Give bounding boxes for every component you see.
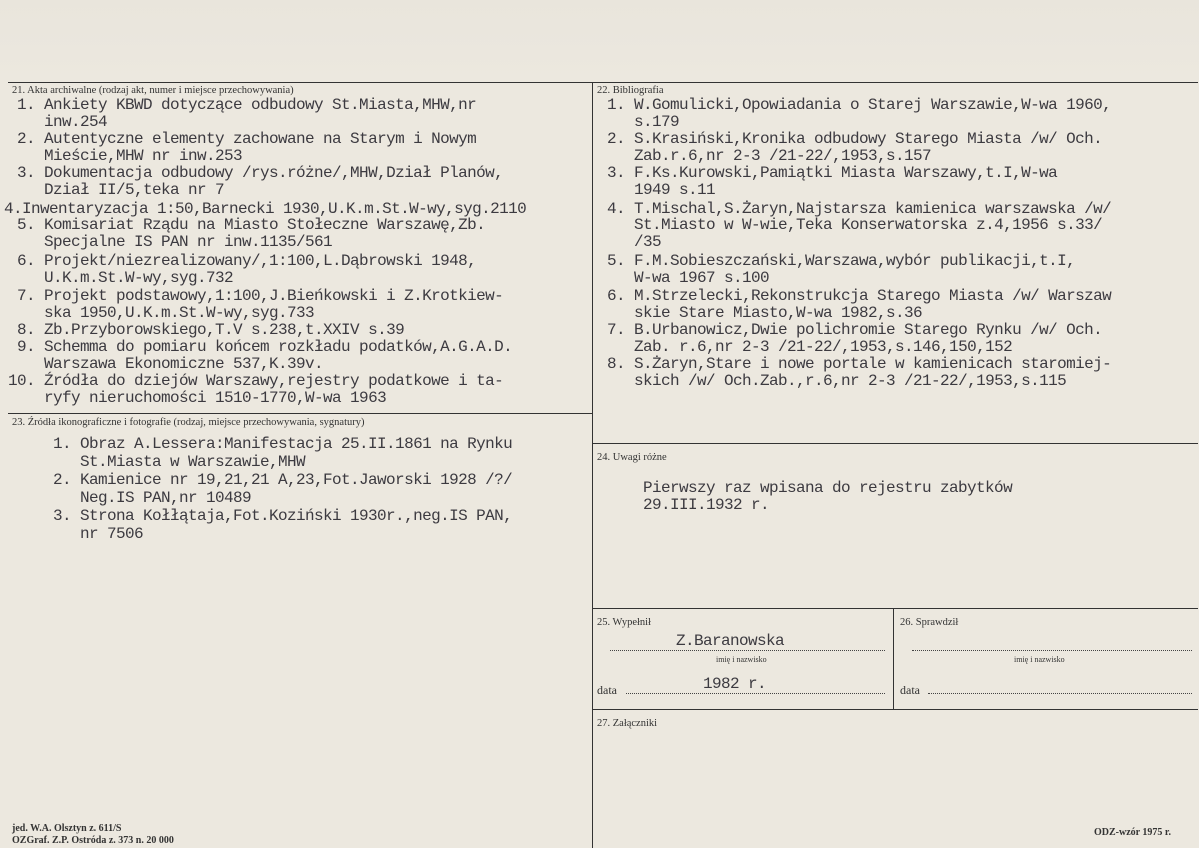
akta-line: 8. Zb.Przyborowskiego,T.V s.238,t.XXIV s.39 — [8, 321, 405, 339]
divider-25-26 — [893, 608, 894, 709]
bibliografia-line: 8. S.Żaryn,Stare i nowe portale w kamienicach staromiej- — [598, 355, 1112, 373]
bibliografia-line: Zab. r.6,nr 2-3 /21-22/,1953,s.146,150,152 — [598, 338, 1013, 356]
sprawdzil-name-line — [912, 650, 1192, 651]
zrodla-line: nr 7506 — [44, 525, 144, 543]
bibliografia-line: St.Miasto w W-wie,Teka Konserwatorska z.4,1956 s.33/ — [598, 216, 1103, 234]
bibliografia-label: 22. Bibliografia — [597, 85, 664, 96]
akta-line: 1. Ankiety KBWD dotyczące odbudowy St.Miasta,MHW,nr — [8, 96, 477, 114]
akta-line: Dział II/5,teka nr 7 — [8, 181, 225, 199]
zrodla-line: 2. Kamienice nr 19,21,21 A,23,Fot.Jaworski 1928 /?/ — [44, 471, 513, 489]
akta-line: 4.Inwentaryzacja 1:50,Barnecki 1930,U.K.m.St.W-wy,syg.2110 — [4, 200, 527, 218]
divider-27 — [592, 709, 1198, 710]
bibliografia-line: 1. W.Gomulicki,Opowiadania o Starej Warszawie,W-wa 1960, — [598, 96, 1112, 114]
printer-note-2: OZGraf. Z.P. Ostróda z. 373 n. 20 000 — [12, 835, 174, 846]
zrodla-label: 23. Źródła ikonograficzne i fotografie (rodzaj, miejsce przechowywania, sygnatury) — [12, 417, 365, 428]
uwagi-line: Pierwszy raz wpisana do rejestru zabytków — [643, 479, 1013, 497]
printer-note-1: jed. W.A. Olsztyn z. 611/S — [12, 823, 122, 834]
akta-line: 2. Autentyczne elementy zachowane na Starym i Nowym — [8, 130, 477, 148]
divider-24 — [592, 443, 1198, 444]
wypelnil-name: Z.Baranowska — [676, 632, 785, 650]
wypelnil-date: 1982 r. — [703, 675, 767, 693]
top-border — [8, 82, 1198, 83]
akta-line: 6. Projekt/niezrealizowany/,1:100,L.Dąbrowski 1948, — [8, 252, 477, 270]
bibliografia-line: skich /w/ Och.Zab.,r.6,nr 2-3 /21-22/,1953,s.115 — [598, 372, 1067, 390]
akta-line: inw.254 — [8, 113, 108, 131]
akta-line: U.K.m.St.W-wy,syg.732 — [8, 269, 234, 287]
paper-edge — [0, 0, 1199, 80]
akta-line: Mieście,MHW nr inw.253 — [8, 147, 243, 165]
form-template-id: ODZ-wzór 1975 r. — [1094, 827, 1171, 838]
zalaczniki-label: 27. Załączniki — [597, 718, 658, 729]
wypelnil-date-label: data — [597, 683, 617, 697]
sprawdzil-date-label: data — [900, 683, 920, 697]
sprawdzil-label: 26. Sprawdził — [900, 617, 959, 628]
center-divider — [592, 82, 593, 848]
akta-line: Warszawa Ekonomiczne 537,K.39v. — [8, 355, 324, 373]
bibliografia-line: skie Stare Miasto,W-wa 1982,s.36 — [598, 304, 923, 322]
sprawdzil-name-caption: imię i nazwisko — [1014, 655, 1065, 664]
akta-line: 5. Komisariat Rządu na Miasto Stołeczne Warszawę,Zb. — [8, 216, 486, 234]
bibliografia-line: s.179 — [598, 113, 680, 131]
uwagi-label: 24. Uwagi różne — [597, 452, 667, 463]
divider-25 — [592, 608, 1198, 609]
sprawdzil-date-line — [928, 693, 1192, 694]
akta-line: 7. Projekt podstawowy,1:100,J.Bieńkowski i Z.Krotkiew- — [8, 287, 504, 305]
bibliografia-line: 5. F.M.Sobieszczański,Warszawa,wybór publikacji,t.I, — [598, 252, 1076, 270]
wypelnil-label: 25. Wypełnił — [597, 617, 652, 628]
bibliografia-line: W-wa 1967 s.100 — [598, 269, 770, 287]
bibliografia-line: /35 — [598, 233, 662, 251]
wypelnil-name-caption: imię i nazwisko — [716, 655, 767, 664]
zrodla-line: St.Miasta w Warszawie,MHW — [44, 453, 306, 471]
akta-line: 3. Dokumentacja odbudowy /rys.różne/,MHW,Dział Planów, — [8, 164, 504, 182]
akta-line: Specjalne IS PAN nr inw.1135/561 — [8, 233, 333, 251]
akta-label: 21. Akta archiwalne (rodzaj akt, numer i miejsce przechowywania) — [12, 85, 294, 96]
akta-line: ryfy nieruchomości 1510-1770,W-wa 1963 — [8, 389, 387, 407]
bibliografia-line: 1949 s.11 — [598, 181, 716, 199]
divider-23 — [8, 413, 592, 414]
akta-line: 9. Schemma do pomiaru końcem rozkładu podatków,A.G.A.D. — [8, 338, 513, 356]
zrodla-line: 3. Strona Kołłątaja,Fot.Koziński 1930r.,neg.IS PAN, — [44, 507, 513, 525]
bibliografia-line: 3. F.Ks.Kurowski,Pamiątki Miasta Warszawy,t.I,W-wa — [598, 164, 1058, 182]
uwagi-line: 29.III.1932 r. — [643, 496, 770, 514]
bibliografia-line: 2. S.Krasiński,Kronika odbudowy Starego Miasta /w/ Och. — [598, 130, 1103, 148]
wypelnil-name-line — [610, 650, 885, 651]
bibliografia-line: 4. T.Mischal,S.Żaryn,Najstarsza kamienica warszawska /w/ — [598, 200, 1112, 218]
wypelnil-date-line — [626, 693, 885, 694]
zrodla-line: Neg.IS PAN,nr 10489 — [44, 489, 252, 507]
akta-line: ska 1950,U.K.m.St.W-wy,syg.733 — [8, 304, 315, 322]
bibliografia-line: 7. B.Urbanowicz,Dwie polichromie Starego Rynku /w/ Och. — [598, 321, 1103, 339]
zrodla-line: 1. Obraz A.Lessera:Manifestacja 25.II.1861 na Rynku — [44, 435, 513, 453]
bibliografia-line: Zab.r.6,nr 2-3 /21-22/,1953,s.157 — [598, 147, 932, 165]
akta-line: 10. Źródła do dziejów Warszawy,rejestry podatkowe i ta- — [8, 372, 504, 390]
bibliografia-line: 6. M.Strzelecki,Rekonstrukcja Starego Miasta /w/ Warszaw — [598, 287, 1112, 305]
